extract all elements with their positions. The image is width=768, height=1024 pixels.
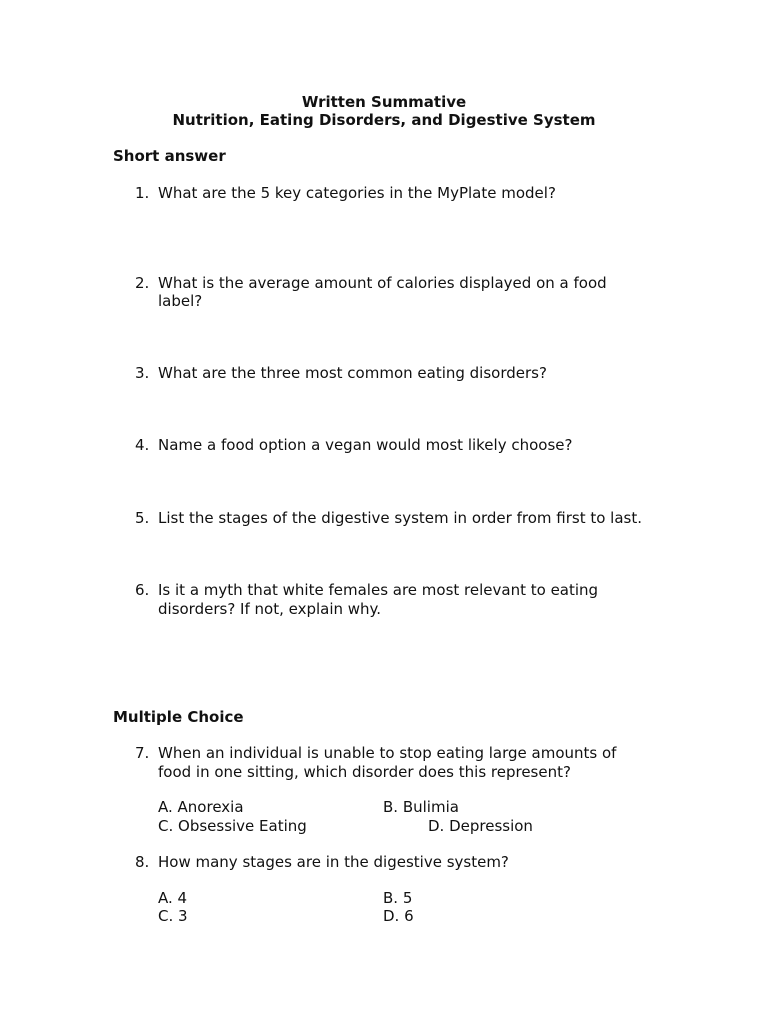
- answer-option-c: C. Obsessive Eating: [158, 817, 307, 835]
- answer-option-d: D. 6: [383, 907, 414, 925]
- question-text: What are the three most common eating disorders?: [158, 364, 547, 382]
- question-number: 8.: [135, 853, 150, 871]
- section-heading-short-answer: Short answer: [113, 147, 226, 165]
- question-number: 3.: [135, 364, 150, 382]
- question-text: disorders? If not, explain why.: [158, 600, 382, 618]
- answer-option-b: B. Bulimia: [383, 798, 459, 816]
- question-text: List the stages of the digestive system in order from first to last.: [158, 509, 642, 527]
- question-text: label?: [158, 292, 203, 310]
- question-number: 1.: [135, 184, 150, 202]
- question-text: Is it a myth that white females are most relevant to eating: [158, 581, 599, 599]
- question-number: 4.: [135, 436, 150, 454]
- question-number: 7.: [135, 744, 150, 762]
- answer-option-a: A. 4: [158, 889, 188, 907]
- document-subtitle: Nutrition, Eating Disorders, and Digestive System: [172, 111, 596, 129]
- question-text: Name a food option a vegan would most likely choose?: [158, 436, 573, 454]
- document-title: Written Summative: [301, 93, 467, 111]
- question-number: 5.: [135, 509, 150, 527]
- question-number: 2.: [135, 274, 150, 292]
- answer-option-b: B. 5: [383, 889, 413, 907]
- question-text: What is the average amount of calories displayed on a food: [158, 274, 607, 292]
- answer-option-a: A. Anorexia: [158, 798, 244, 816]
- answer-option-d: D. Depression: [428, 817, 533, 835]
- question-number: 6.: [135, 581, 150, 599]
- question-text: food in one sitting, which disorder does this represent?: [158, 763, 571, 781]
- question-text: What are the 5 key categories in the MyPlate model?: [158, 184, 556, 202]
- question-text: How many stages are in the digestive system?: [158, 853, 509, 871]
- section-heading-multiple-choice: Multiple Choice: [113, 708, 244, 726]
- question-text: When an individual is unable to stop eating large amounts of: [158, 744, 617, 762]
- answer-option-c: C. 3: [158, 907, 188, 925]
